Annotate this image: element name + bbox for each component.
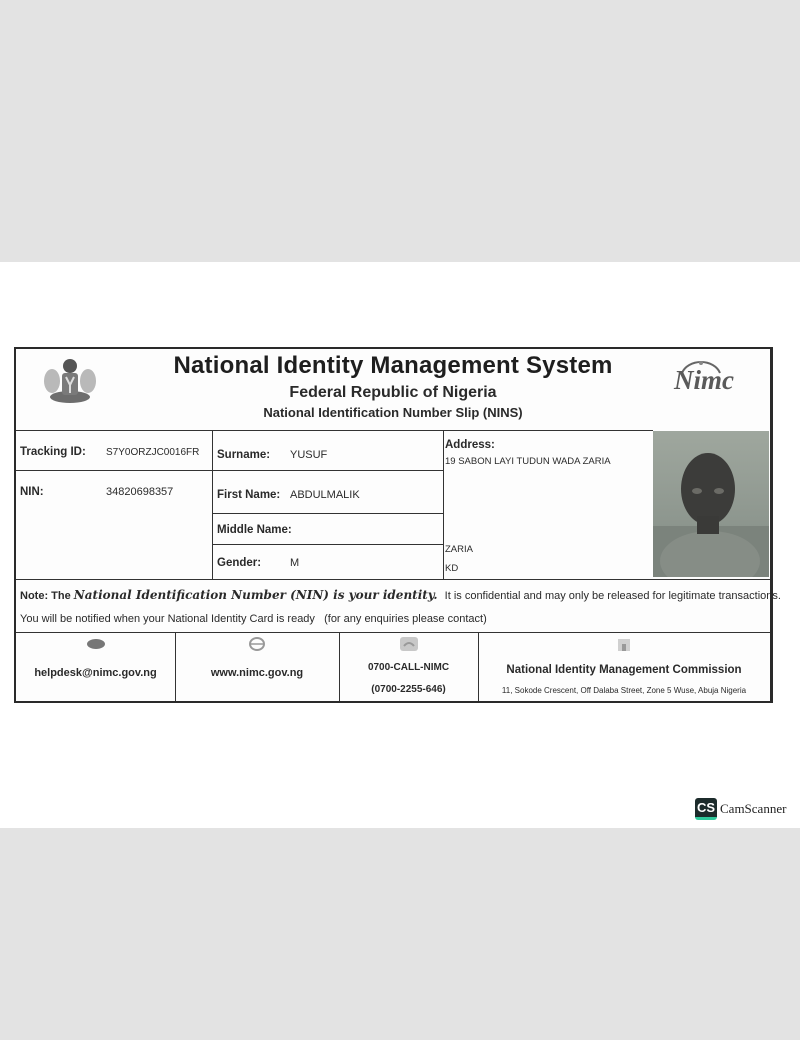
nimc-logo-text: Nimc	[674, 365, 734, 395]
org-address: 11, Sokode Crescent, Off Dalaba Street, Zone 5 Wuse, Abuja Nigeria	[501, 686, 747, 695]
email-icon-wrap	[16, 639, 175, 649]
divider	[212, 513, 443, 514]
divider	[212, 544, 443, 545]
nin-label: NIN:	[20, 486, 44, 498]
slip-title: National Identification Number Slip (NINS)	[263, 405, 523, 420]
address-town: ZARIA	[445, 544, 473, 555]
building-icon	[616, 636, 632, 652]
address-line1: 19 SABON LAYI TUDUN WADA ZARIA	[445, 456, 611, 467]
phone-number-text[interactable]: (0700-2255-646)	[371, 684, 446, 695]
middle-name-label: Middle Name:	[217, 524, 292, 536]
globe-icon	[248, 636, 266, 652]
passport-photo	[653, 431, 769, 577]
country-subtitle: Federal Republic of Nigeria	[289, 384, 497, 401]
note-line1	[20, 588, 781, 602]
phone-label: 0700-CALL-NIMC	[367, 662, 450, 673]
phone-icon	[399, 636, 419, 652]
nin-slip	[14, 347, 781, 703]
org-name: National Identity Management Commission	[506, 664, 742, 676]
note-rest: It is confidential and may only be released for legitimate transactions.	[444, 590, 781, 602]
address-state: KD	[445, 563, 459, 574]
nin-value: 34820698357	[106, 486, 174, 498]
note-line2: You will be notified when your National Identity Card is ready (for any enquiries please contact)	[20, 613, 487, 625]
tracking-id-value: S7Y0ORZJC0016FR	[106, 447, 200, 458]
email-icon	[87, 639, 105, 649]
phone-icon-wrap	[339, 636, 478, 652]
website-link[interactable]: www.nimc.gov.ng	[210, 667, 304, 679]
note-prefix: Note: The	[20, 590, 71, 602]
person-photo-icon	[653, 431, 769, 577]
gender-label: Gender:	[217, 557, 262, 569]
first-name-label: First Name:	[217, 489, 281, 501]
divider	[16, 430, 653, 431]
tracking-id-label: Tracking ID:	[20, 446, 86, 458]
divider	[16, 579, 770, 580]
web-icon-wrap	[175, 636, 339, 652]
nimc-logo	[656, 353, 746, 403]
first-name-value: ABDULMALIK	[290, 489, 360, 501]
gender-value: M	[290, 557, 300, 569]
camscanner-text: CamScanner	[720, 801, 787, 816]
camscanner-watermark	[695, 798, 786, 820]
divider	[16, 470, 443, 471]
divider	[212, 430, 213, 579]
camscanner-badge: CS	[695, 798, 717, 820]
building-icon-wrap	[478, 636, 770, 652]
note-emphasis: National Identification Number (NIN) is your identity.	[73, 588, 438, 602]
address-label: Address:	[445, 439, 495, 451]
divider	[443, 430, 444, 579]
email-link[interactable]: helpdesk@nimc.gov.ng	[34, 667, 157, 679]
divider	[16, 632, 770, 633]
surname-label: Surname:	[217, 449, 271, 461]
surname-value: YUSUF	[290, 449, 328, 461]
system-title: National Identity Management System	[173, 352, 613, 379]
phone-number	[339, 684, 478, 695]
scanned-page	[0, 262, 800, 828]
